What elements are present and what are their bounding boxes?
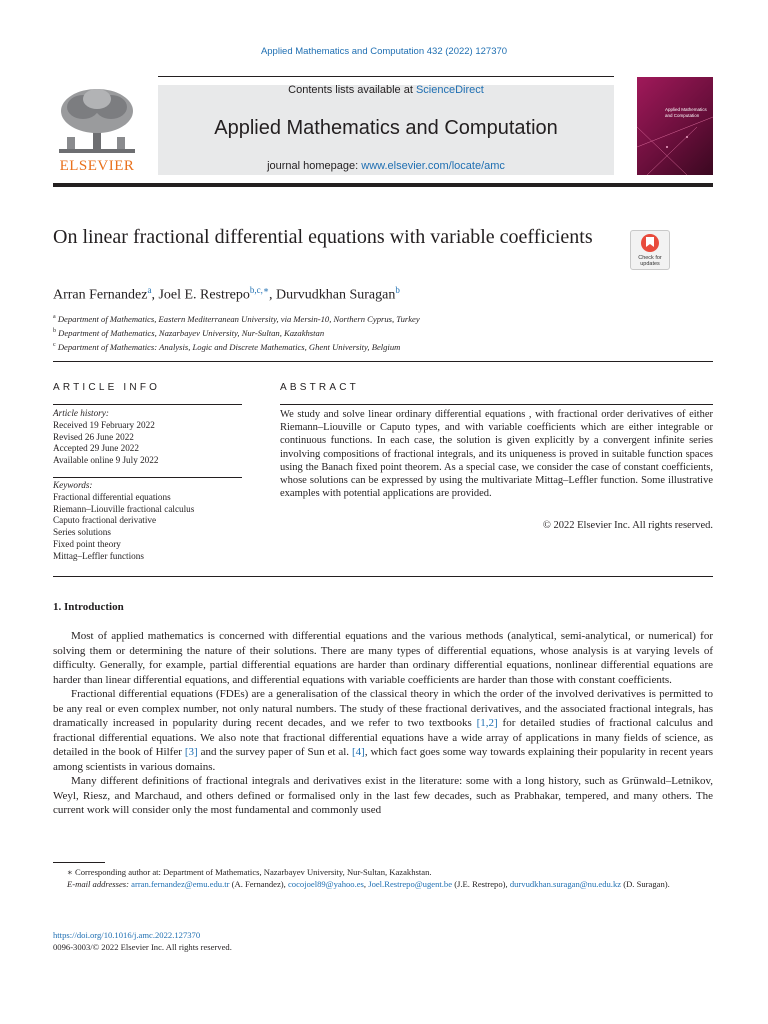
- header-rule: [158, 76, 614, 77]
- email-link[interactable]: cocojoel89@yahoo.es: [287, 879, 364, 889]
- journal-cover[interactable]: [637, 77, 713, 175]
- sciencedirect-link[interactable]: ScienceDirect: [415, 84, 484, 96]
- article-info-heading: ARTICLE INFO: [53, 382, 161, 393]
- tree-icon: [53, 85, 141, 157]
- abstract-rule: [280, 404, 713, 405]
- body-text: [53, 629, 713, 818]
- keywords: Keywords: Fractional differential equations Riemann–Liouville fractional calculus Caputo fractional derivative Series solutions Fixed point theory Mittag–Leffler functions: [53, 480, 195, 561]
- issn: 0096-3003/© 2022 Elsevier Inc. All rights reserved.: [53, 942, 232, 952]
- author-name: Arran Fernandez: [53, 287, 148, 303]
- copyright: © 2022 Elsevier Inc. All rights reserved.: [542, 520, 713, 531]
- homepage-line: journal homepage: www.elsevier.com/locate/amc: [267, 160, 505, 172]
- info-rule: [53, 404, 242, 405]
- history-item: Revised 26 June 2022: [53, 431, 134, 442]
- citation-link[interactable]: [4]: [351, 746, 365, 758]
- author-affil-link[interactable]: a: [147, 285, 152, 295]
- author-name: Durvudkhan Suragan: [275, 287, 396, 303]
- affiliations: [53, 311, 420, 353]
- section-rule: [53, 576, 713, 577]
- crossmark-icon: [631, 231, 669, 257]
- email-link[interactable]: Joel.Restrepo@ugent.be: [368, 879, 453, 889]
- history-item: Accepted 29 June 2022: [53, 443, 139, 454]
- header-thick-rule: [53, 183, 713, 187]
- article-title: On linear fractional differential equations with variable coefficients: [53, 226, 593, 248]
- history-item: Available online 9 July 2022: [53, 455, 159, 466]
- paragraph: Most of applied mathematics is concerned with differential equations and the various methods (analytical, semi-analytical, or numerical) for solving them or determining the nature of their solutions. There are many types of differential equations, whose analysis is at varying levels of difficulty. Generally, for example, partial differential equations are harder than ordinary differential equations, nonlinear differential equations are harder than linear differential equations, and differential equations with variable coefficients are harder than those with constant coefficients.: [53, 630, 713, 686]
- footnote: ∗ Corresponding author at: Department of Mathematics, Nazarbayev University, Nur-Sultan, Kazakhstan. E-mail addresses: arran.fernandez@emu.edu.tr (A. Fernandez), cocojoel89@yahoo.es, Joel.Restrepo@ugent.be (J.E. Restrepo), durvudkhan.suragan@nu.edu.kz (D. Suragan).: [67, 867, 670, 889]
- citation-link[interactable]: [3]: [184, 746, 198, 758]
- keyword: Caputo fractional derivative: [53, 515, 157, 526]
- crossmark-label: Check for updates: [638, 255, 662, 267]
- keyword: Riemann–Liouville fractional calculus: [53, 503, 195, 514]
- keyword: Fractional differential equations: [53, 491, 171, 502]
- cover-title: Applied Mathematics and Computation: [665, 107, 707, 118]
- affiliation: $^b$ Department of Mathematics, Nazarbayev University, Nur-Sultan, Kazakhstan: [53, 327, 325, 338]
- history-item: Received 19 February 2022: [53, 419, 155, 430]
- affiliation: $^a$ Department of Mathematics, Eastern Mediterranean University, via Mersin-10, Northern Cyprus, Turkey: [53, 313, 420, 324]
- section-heading: 1. Introduction: [53, 601, 124, 613]
- section-rule: [53, 361, 713, 362]
- cover-pattern: [637, 77, 713, 175]
- author-name: Joel E. Restrepo: [158, 287, 250, 303]
- citation-link[interactable]: [1,2]: [476, 717, 498, 729]
- abstract-text: We study and solve linear ordinary differential equations , with fractional order derivatives of either Riemann–Liouville or Caputo types, and with variable coefficients which are either integrable or continuous functions. In each case, the solution is given explicitly by a convergent infinite series involving compositions of fractional integrals, and its uniqueness is proved in suitable function spaces using the Banach fixed point theorem. As a special case, we consider the case of constant coefficients, whose solutions can be expressed by using the multivariate Mittag–Leffler function. Some illustrative examples with potential applications are provided.: [280, 409, 713, 500]
- journal-title: Applied Mathematics and Computation: [214, 117, 558, 139]
- footnote-rule: [53, 862, 105, 863]
- check-for-updates-button[interactable]: [630, 230, 670, 270]
- elsevier-logo: [53, 85, 141, 175]
- email-link[interactable]: durvudkhan.suragan@nu.edu.kz: [509, 879, 622, 889]
- doi-link[interactable]: https://doi.org/10.1016/j.amc.2022.127370: [53, 930, 201, 940]
- affiliation: $^c$ Department of Mathematics: Analysis, Logic and Discrete Mathematics, Ghent University, Belgium: [53, 341, 401, 352]
- doi-block: [53, 929, 232, 953]
- email-link[interactable]: arran.fernandez@emu.edu.tr: [131, 879, 230, 889]
- info-rule: [53, 477, 242, 478]
- contents-line: Contents lists available at ScienceDirect: [288, 84, 484, 96]
- author-affil-link[interactable]: b,c,∗: [249, 285, 269, 295]
- journal-citation[interactable]: Applied Mathematics and Computation 432 (2022) 127370: [260, 46, 508, 57]
- elsevier-wordmark: ELSEVIER: [59, 158, 135, 174]
- author-affil-link[interactable]: b: [395, 285, 400, 295]
- keyword: Fixed point theory: [53, 538, 121, 549]
- keyword: Mittag–Leffler functions: [53, 550, 144, 561]
- author-list: Arran Fernandez$^a$, Joel E. Restrepo$^{b,c,∗}$, Durvudkhan Suragan$^b$: [53, 285, 400, 303]
- journal-homepage-link[interactable]: www.elsevier.com/locate/amc: [361, 160, 505, 172]
- abstract-heading: ABSTRACT: [280, 382, 359, 393]
- paragraph: Many different definitions of fractional integrals and derivatives exist in the literature: some with a long history, such as Grünwald–Letnikov, Weyl, Riesz, and Marchaud, and others defined or formalised only in the last few decades, such as Prabhakar, tempered, and many others. The current work will consider only the most fundamental and commonly used: [53, 775, 713, 816]
- article-history: Article history: Received 19 February 2022 Revised 26 June 2022 Accepted 29 June 2022 Available online 9 July 2022: [53, 408, 159, 466]
- paragraph: Fractional differential equations (FDEs) are a generalisation of the classical theory in which the order of the involved derivatives is permitted to be any real or even complex number, not only natural numbers. The study of these fractional derivatives, and the associated fractional integrals, has dramatically increased in popularity during recent decades, and we refer to two textbooks [1,2] for detailed studies of fractional calculus and fractional differential equations. We also note that fractional differential equations have a wide array of applications in many fields of science, as detailed in the book of Hilfer [3] and the survey paper of Sun et al. [4], which fact goes some way towards explaining their popularity in recent years among scientists in various domains.: [53, 688, 714, 773]
- keyword: Series solutions: [53, 527, 111, 538]
